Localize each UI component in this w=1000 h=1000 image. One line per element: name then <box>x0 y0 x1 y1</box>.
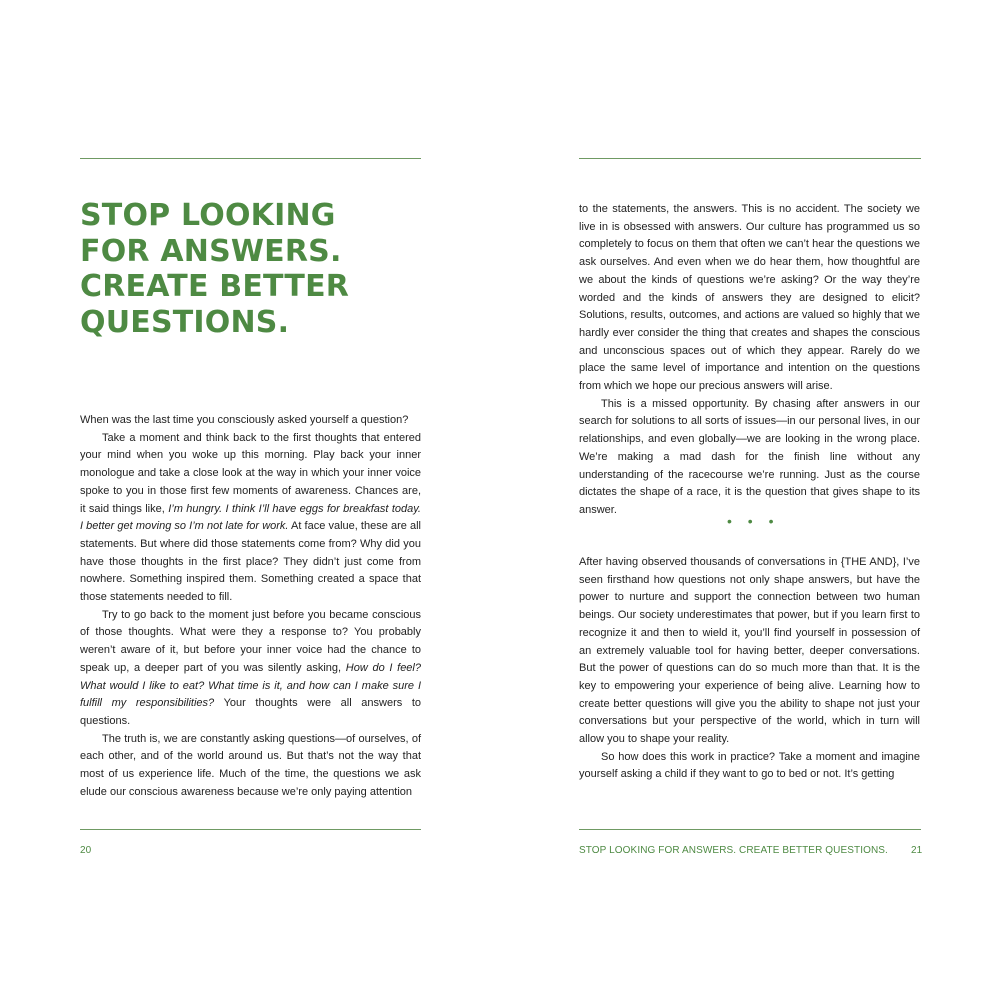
italic-text: I’m hungry. I think I’ll have eggs for breakfast today. I better get moving so I’m not late for work. <box>80 502 421 533</box>
text-run: At face value, these are all statements. But where did those statements come from? Why did you have those thoughts in the first place? They didn’t just come from nowhere. Something inspired them. Something created a space that those statements needed to fill. <box>80 520 421 604</box>
heading-line: STOP LOOKING <box>80 198 336 233</box>
italic-text: How do I feel? What would I like to eat? What time is it, and how can I make sure I fulfill my responsibilities? <box>80 661 421 710</box>
section-break: • • • <box>727 513 780 529</box>
paragraph <box>579 201 920 396</box>
right-top-rule <box>579 158 921 159</box>
paragraph <box>80 731 421 802</box>
heading-line: QUESTIONS. <box>80 304 290 340</box>
text-run: Take a moment and think back to the first thoughts that entered your mind when you woke up this morning. Play back your inner monologue and take a close look at the way in which your inner voice spoke to you in those first few moments of awareness. Chances are, it said things like, <box>80 431 421 515</box>
left-bottom-rule <box>80 829 421 830</box>
text-run: Your thoughts were all answers to questions. <box>80 697 422 727</box>
right-page-number: 21 <box>911 845 923 856</box>
left-top-rule <box>80 158 421 159</box>
heading-line: FOR ANSWERS. <box>80 233 342 269</box>
text-run: to the statements, the answers. This is no accident. The society we live in is obsessed with answers. Our culture has programmed us so completely to focus on them that often we can’t hear the questions we ask ourselves. And even when we do hear them, how thoughtful are we about the kinds of questions we’re asking? Or the way they’re worded and the kinds of answers they are designed to elicit? Solutions, results, outcomes, and actions are valued so highly that we hardly ever consider the thing that creates and shapes the conscious and unconscious spaces out of which they appear. Rarely do we place the same level of importance and intention on the questions from which we hope our precious answers will arise. <box>579 203 920 393</box>
text-run: When was the last time you consciously asked yourself a question? <box>80 414 409 426</box>
text-run: Try to go back to the moment just before you became conscious of those thoughts. What were they a response to? You probably weren’t aware of it, but before your inner voice had the chance to speak up, a deeper part of you was silently asking, <box>80 608 421 674</box>
text-run: After having observed thousands of conversations in {THE AND}, I’ve seen firsthand how questions not only shape answers, but have the power to nurture and support the connection between two human beings. Our society underestimates that power, but if you learn first to recognize it and then to wield it, you’ll find yourself in possession of an extremely valuable tool for having better, deeper conversations. But the power of questions can do so much more than that. It is the key to empowering your experience of being alive. Learning how to create better questions will give you the ability to shape not just your conversations but your perspective of the world, which in turn will allow you to shape your reality. <box>579 556 920 746</box>
paragraph <box>80 607 421 731</box>
paragraph <box>80 430 421 607</box>
chapter-heading <box>80 198 420 340</box>
right-body-text-bottom <box>579 554 920 784</box>
paragraph <box>80 412 421 430</box>
running-head: STOP LOOKING FOR ANSWERS. CREATE BETTER QUESTIONS. <box>579 845 888 856</box>
right-body-text-top <box>579 201 920 520</box>
text-run: This is a missed opportunity. By chasing after answers in our search for solutions to all sorts of issues—in our personal lives, in our relationships, and even globally—we are looking in the wrong place. We’re making a mad dash for the finish line without any understanding of the racecourse we’re running. Just as the course dictates the shape of a race, it is the question that gives shape to its answer. <box>579 397 920 516</box>
text-run: So how does this work in practice? Take a moment and imagine yourself asking a child if they want to go to bed or not. It’s getting <box>579 750 920 781</box>
left-page-number: 20 <box>80 845 92 856</box>
paragraph <box>579 749 920 784</box>
heading-line: CREATE BETTER <box>80 269 350 304</box>
paragraph <box>579 396 920 520</box>
right-bottom-rule <box>579 829 921 830</box>
text-run: The truth is, we are constantly asking questions—of ourselves, of each other, and of the world around us. But that’s not the way that most of us experience life. Much of the time, the questions we ask elude our conscious awareness because we’re only paying attention <box>80 732 421 798</box>
paragraph <box>579 554 920 749</box>
left-body-text <box>80 412 421 801</box>
